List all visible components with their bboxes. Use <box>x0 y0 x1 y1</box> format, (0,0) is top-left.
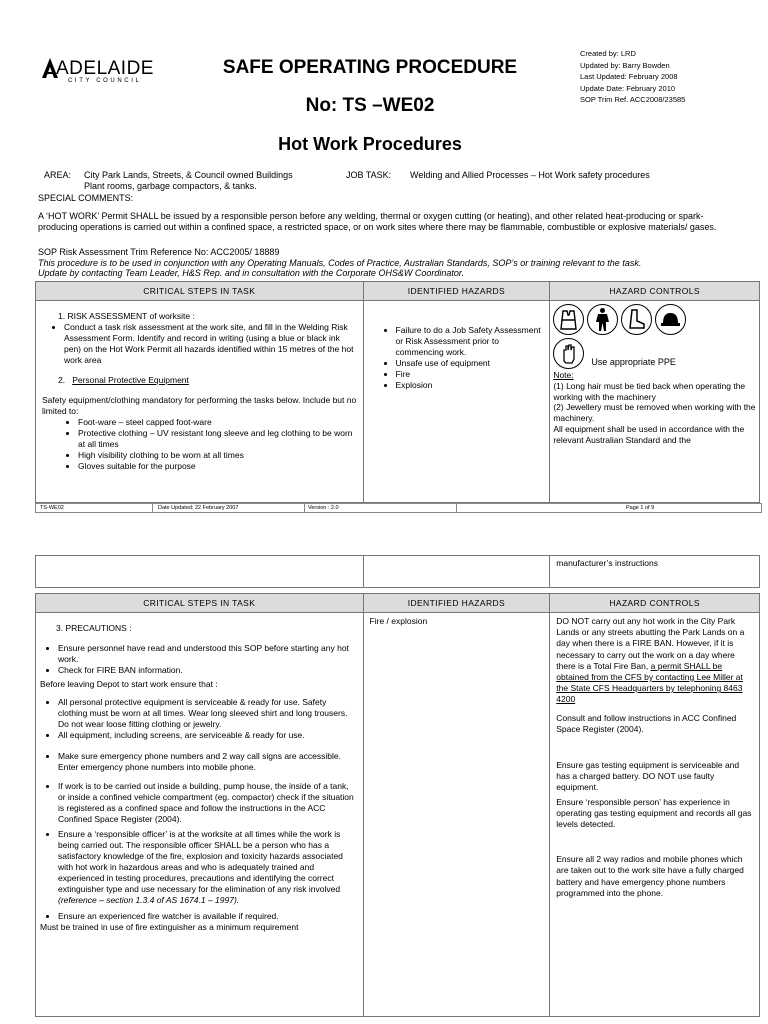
adelaide-logo <box>40 56 154 88</box>
header-hazard-controls: HAZARD CONTROLS <box>550 282 760 301</box>
precaution-equipment-serviceable: • All equipment, including screens, are serviceable & ready for use. <box>58 730 357 741</box>
step-risk-assessment-title: 1. RISK ASSESSMENT of worksite : <box>58 311 195 321</box>
area-label: AREA: <box>44 170 72 180</box>
risk-assessment-trim-ref: SOP Risk Assessment Trim Reference No: ACC2005/ 18889 <box>38 247 280 257</box>
logo-sub: CITY COUNCIL <box>68 78 142 84</box>
step-ppe-label: Personal Protective Equipment <box>72 375 189 385</box>
meta-created: Created by: LRD <box>580 49 636 58</box>
procedure-number: No: TS –WE02 <box>305 95 435 116</box>
precaution-fire-ban: • Check for FIRE BAN information. <box>58 665 357 676</box>
hazard-unsafe-equipment: • Unsafe use of equipment <box>396 358 544 369</box>
hazard-fire-explosion: Fire / explosion <box>369 616 428 626</box>
procedure-usage-note: This procedure is to be used in conjunction with any Operating Manuals, Codes of Practice, Australian Standards, SOP’s or training relevant to the task. <box>38 258 642 268</box>
fire-watcher-training: Must be trained in use of fire extinguisher as a minimum requirement <box>40 922 299 932</box>
hazard-no-assessment: • Failure to do a Job Safety Assessment or Risk Assessment prior to commencing work. <box>396 325 544 358</box>
step-ppe-intro: Safety equipment/clothing mandatory for performing the tasks below. Include but no limited to: <box>42 395 357 416</box>
document-meta <box>580 48 760 106</box>
control-fire-ban-text: DO NOT carry out any hot work in the City Park Lands or any streets abutting the Park Lands on a day when there is a FIRE BAN. However, if it is necessary to carry out the work on a day where there is a Total Fire Ban, <box>556 616 745 671</box>
hard-hat-icon <box>655 304 686 335</box>
special-comments: SPECIAL COMMENTS: <box>38 193 134 203</box>
footer-date: Date Updated: 22 February 2007 <box>158 505 239 511</box>
hazard-explosion: • Explosion <box>396 380 544 391</box>
area-value-1: City Park Lands, Streets, & Council owned Buildings <box>84 170 293 180</box>
ppe-label: Use appropriate PPE <box>591 357 676 367</box>
control-cfs-permit: a permit SHALL be obtained from the CFS by contacting Lee Miller at the State CFS Headquarters by telephoning 8463 4200 <box>556 660 743 705</box>
control-radios-phones: Ensure all 2 way radios and mobile phones which are taken out to the work site have a fully charged battery and have emergency phone numbers programmed into the phone. <box>556 854 744 898</box>
update-contact-note: Update by contacting Team Leader, H&S Rep. and in consultation with the Corporate OHS&W Coordinator. <box>38 268 465 278</box>
hazards-cell <box>363 301 550 503</box>
ppe-item-footwear: • Foot-ware – steel capped foot-ware <box>78 417 357 428</box>
note-equipment-standard: All equipment shall be used in accordance with the relevant Australian Standard and the <box>553 423 745 445</box>
continued-manufacturer: manufacturer’s instructions <box>556 558 658 568</box>
hazard-fire: • Fire <box>396 369 544 380</box>
procedure-subtitle: Hot Work Procedures <box>278 134 462 154</box>
control-confined-register: Consult and follow instructions in ACC Confined Space Register (2004). <box>556 712 737 734</box>
header-critical-steps: CRITICAL STEPS IN TASK <box>36 282 364 301</box>
control-responsible-person: Ensure ‘responsible person’ has experience in operating gas testing equipment and records all gas levels detected. <box>556 796 752 830</box>
meta-updated-by: Updated by: Barry Bowden <box>580 60 670 70</box>
precaution-read-sop: • Ensure personnel have read and understood this SOP before starting any hot work. <box>58 643 357 665</box>
job-task-label: JOB TASK: <box>346 170 392 180</box>
footer-page: Page 1 of 9 <box>626 505 655 511</box>
precautions-cell <box>36 613 364 1017</box>
step-ppe-number: 2. <box>58 375 66 385</box>
ppe-item-gloves: • Gloves suitable for the purpose <box>78 461 357 472</box>
step-ppe-title <box>42 375 357 386</box>
footer-version: Version : 2.0 <box>308 505 339 511</box>
continued-hazards-cell <box>363 556 550 588</box>
note-label: Note: <box>553 370 574 380</box>
steps-cell <box>36 301 364 503</box>
header-critical-steps-p2: CRITICAL STEPS IN TASK <box>36 594 364 613</box>
control-fire-ban <box>556 616 753 706</box>
note-jewellery: (2) Jewellery must be removed when working with the machinery. <box>553 402 756 424</box>
meta-update-date: Update Date: February 2010 <box>580 83 676 93</box>
overalls-icon <box>587 304 618 335</box>
logo-word: ADELAIDE <box>56 58 154 79</box>
area-value-2: Plant rooms, garbage compactors, & tanks. <box>84 181 257 191</box>
header-identified-hazards: IDENTIFIED HAZARDS <box>363 282 550 301</box>
hazard-fire-cell <box>363 613 550 1017</box>
continued-controls-cell <box>550 556 760 588</box>
control-gas-testing: Ensure gas testing equipment is serviceable and has a charged battery. DO NOT use faulty equipment. <box>556 760 740 793</box>
meta-trim-ref: SOP Trim Ref. ACC2008/23585 <box>580 95 686 105</box>
precaution-emergency-phones: • Make sure emergency phone numbers and 2 way call signs are accessible. Enter emergency phone numbers into mobile phone. <box>58 751 357 773</box>
precaution-fire-watcher: • Ensure an experienced fire watcher is available if required. <box>58 911 357 922</box>
precaution-responsible-officer <box>58 829 357 906</box>
safety-boot-icon <box>621 304 652 335</box>
page-footer <box>35 503 762 513</box>
ppe-item-hi-vis: • High visibility clothing to be worn at all times <box>78 450 357 461</box>
footer-code: TS-WE02 <box>40 505 64 511</box>
job-task-value: Welding and Allied Processes – Hot Work safety procedures <box>410 170 650 180</box>
precautions-title: 3. PRECAUTIONS : <box>56 623 132 633</box>
header-hazard-controls-p2: HAZARD CONTROLS <box>550 594 760 613</box>
continued-steps-cell <box>36 556 364 588</box>
precaution-ppe-serviceable: • All personal protective equipment is serviceable & ready for use. Safety clothing must be worn at all times. Wear long sleeved shirt and long trousers. Do not wear loose fitting clothing or jewelry. <box>58 697 357 730</box>
controls-cell <box>550 301 760 503</box>
hi-vis-vest-icon <box>553 304 584 335</box>
note-long-hair: (1) Long hair must be tied back when operating the working with the machinery <box>553 380 746 402</box>
sop-table-page1 <box>35 281 760 503</box>
gloves-icon <box>553 338 584 369</box>
header-identified-hazards-p2: IDENTIFIED HAZARDS <box>363 594 550 613</box>
responsible-officer-reference: (reference – section 1.3.4 of AS 1674.1 – 1997). <box>58 895 240 905</box>
hot-work-permit-statement: A ‘HOT WORK’ Permit SHALL be issued by a responsible person before any welding, thermal or oxygen cutting (or heating), and other related heat-producing or spark-producing operations is carried out within a confined space, a restricted space, or on work sites where there may be flammable, combustible or explosive materials/ gases. <box>38 211 717 232</box>
step-risk-assessment-bullet: • Conduct a task risk assessment at the work site, and fill in the Welding Risk Assessment Form. Identify and record in writing (using a blue or black ink pen) on the Hot Work Permit all hazards identified within 15 metres of the hot work area <box>64 322 357 366</box>
sop-table-page2 <box>35 555 760 1017</box>
responsible-officer-text: Ensure a ‘responsible officer’ is at the worksite at all times while the work is being carried out. The responsible officer SHALL be a person who has a satisfactory knowledge of the fire, explosion and toxicity hazards associated with hot work in hazardous areas and who is adequately trained and experienced in testing procedures, precautions and identifying the correct extinguisher type and use necessary for the elimination of any risk involved <box>58 829 343 894</box>
before-leaving-depot: Before leaving Depot to start work ensure that : <box>40 679 218 689</box>
precaution-confined-space: • If work is to be carried out inside a building, pump house, the inside of a tank, or inside a confined vehicle compartment (eg. compactor) check if the situation is registered as a confined space and follow the instructions in the ACC Confined Space Register (2004). <box>58 781 357 825</box>
meta-last-updated: Last Updated: February 2008 <box>580 72 678 82</box>
ppe-item-clothing: • Protective clothing – UV resistant long sleeve and leg clothing to be worn at all times <box>78 428 357 450</box>
controls-precautions-cell <box>550 613 760 1017</box>
document-title: SAFE OPERATING PROCEDURE <box>222 57 518 78</box>
